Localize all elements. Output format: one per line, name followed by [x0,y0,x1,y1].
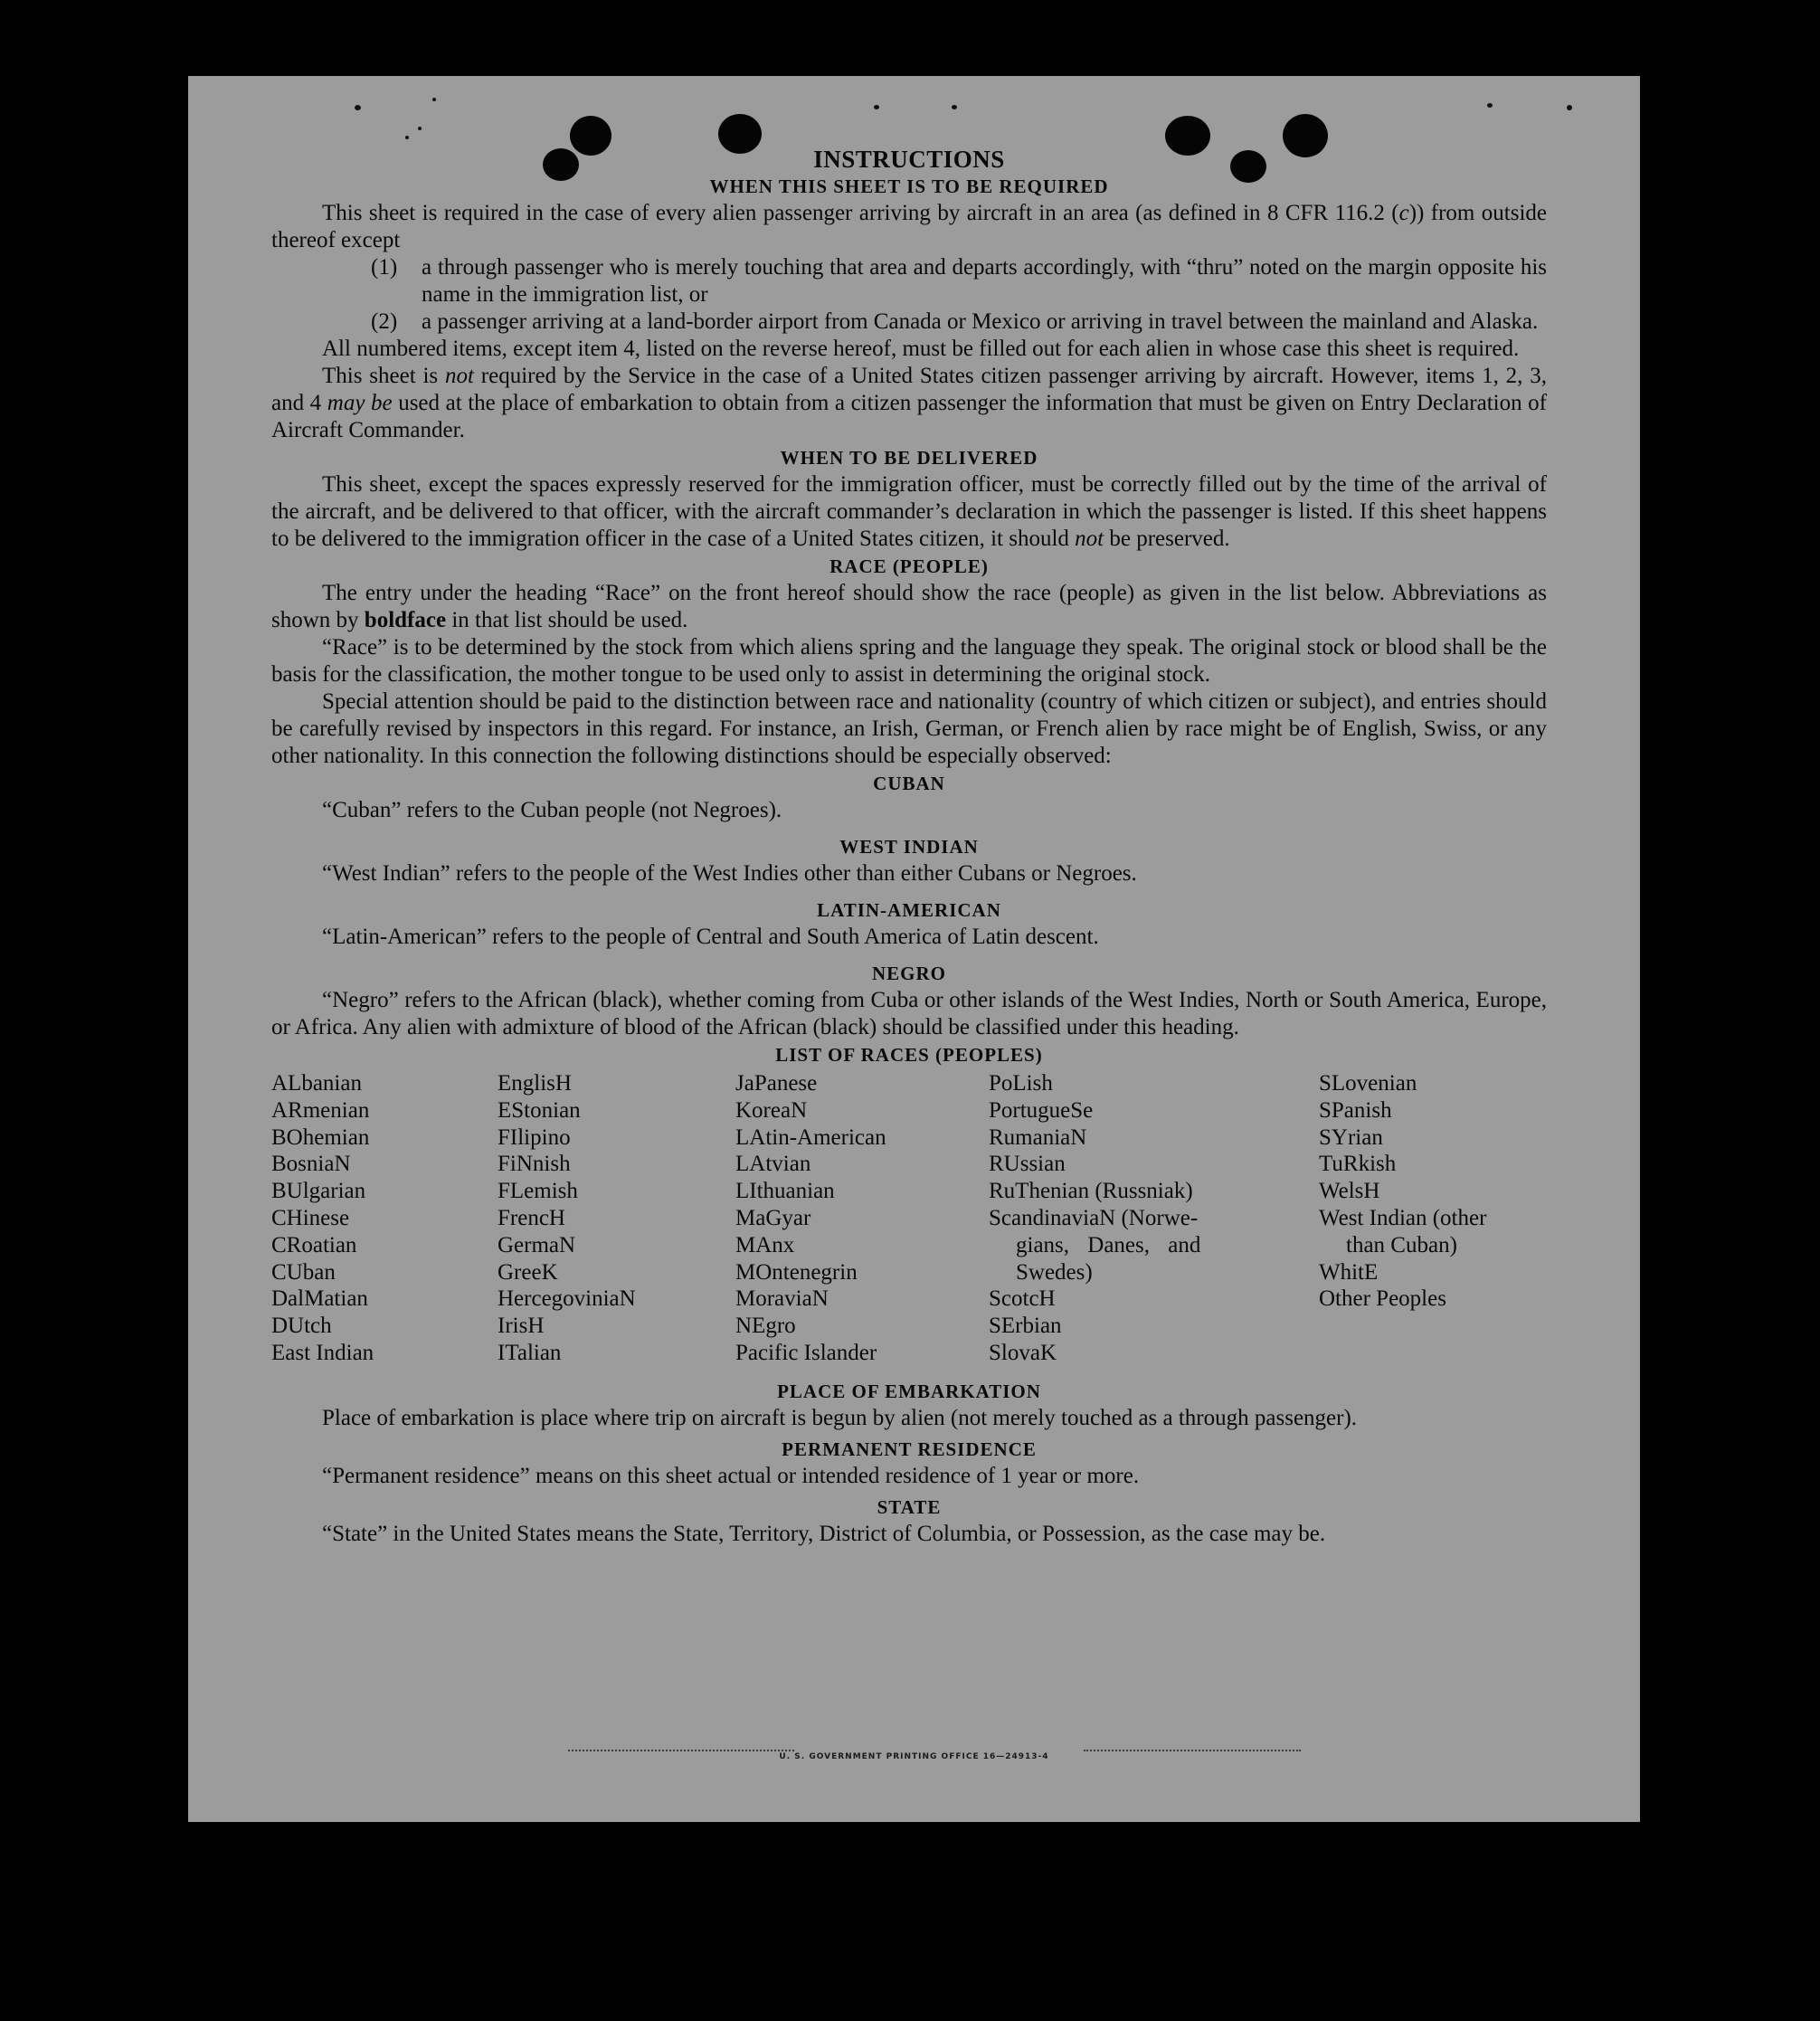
race-entry: TuRkish [1319,1152,1397,1177]
paragraph-residence: “Permanent residence” means on this sheet actual or intended residence of 1 year or more. [322,1463,1140,1488]
race-entry: ARmenian [271,1097,370,1123]
race-entry: IrisH [498,1314,545,1339]
race-entry: GreeK [498,1259,558,1285]
heading-list-of-races: LIST OF RACES (PEOPLES) [775,1044,1043,1066]
race-entry: ScandinaviaN (Norwe- [989,1205,1199,1230]
races-column-5 [1319,1070,1547,1367]
race-entry: East Indian [271,1340,374,1365]
race-entry: LIthuanian [735,1179,835,1204]
race-entry: SLovenian [1319,1071,1417,1096]
race-entry: WhitE [1319,1259,1379,1285]
race-entry: WelsH [1319,1179,1380,1204]
race-entry: DalMatian [271,1286,368,1312]
race-entry: GermaN [498,1232,576,1257]
heading-state: STATE [877,1495,942,1518]
heading-cuban: CUBAN [873,773,945,794]
race-entry: MAnx [735,1232,795,1257]
race-entry: SPanish [1319,1097,1392,1123]
race-entry: RuThenian (Russniak) [989,1179,1193,1204]
heading-place-of-embarkation: PLACE OF EMBARKATION [777,1380,1041,1402]
race-entry: FIlipino [498,1124,571,1150]
race-entry: SlovaK [989,1340,1057,1365]
paragraph-latin-american: “Latin-American” refers to the people of Central and South America of Latin descent. [322,925,1099,949]
races-column-3 [735,1070,989,1367]
race-entry: HercegoviniaN [498,1286,636,1312]
exception-item-2: (2) a passenger arriving at a land-border airport from Canada or Mexico or arriving in travel between the mainland and Alaska. [371,309,1539,334]
paragraph-numbered-items: All numbered items, except item 4, listed on the reverse hereof, must be filled out for each alien in whose case this sheet is required. [322,337,1520,361]
heading-west-indian: WEST INDIAN [839,836,979,858]
race-entry: FLemish [498,1179,578,1204]
paragraph-embarkation: Place of embarkation is place where trip on aircraft is begun by alien (not merely touched as a through passenger). [322,1405,1358,1430]
heading-when-delivered: WHEN TO BE DELIVERED [780,447,1038,469]
paragraph-delivered: This sheet, except the spaces expressly reserved for the immigration officer, must be correctly filled out by the time of the arrival of the aircraft, and be delivered to that officer, with the aircraft commander’s declaration in which the passenger is listed. If this sheet happens to be delivered to the immigration officer in the case of a United States citizen, it should not be preserved. [271,472,1547,551]
paragraph-required: This sheet is required in the case of every alien passenger arriving by aircraft in an area (as defined in 8 CFR 116.2 (c)) from outside thereof except [271,201,1547,252]
race-entry: PortugueSe [989,1097,1094,1123]
race-entry: LAtvian [735,1152,811,1177]
paragraph-race-3: Special attention should be paid to the distinction between race and nationality (country of which citizen or subject), and entries should be carefully revised by inspectors in this regard. For instance, an Irish, German, or French alien by race might be of English, Swiss, or any other nationality. In this connection the following distinctions should be especially observed: [271,689,1547,768]
race-entry: Other Peoples [1319,1286,1446,1312]
printing-office-footer: U. S. GOVERNMENT PRINTING OFFICE 16—24913-4 [779,1752,1049,1761]
heading-race: RACE (PEOPLE) [829,555,989,577]
race-entry: BosniaN [271,1152,351,1177]
race-entry: LAtin-American [735,1124,886,1150]
race-entry: than Cuban) [1346,1232,1457,1257]
heading-permanent-residence: PERMANENT RESIDENCE [782,1437,1037,1460]
paragraph-west-indian: “West Indian” refers to the people of the West Indies other than either Cubans or Negroes. [322,861,1137,886]
races-list [271,1070,1547,1367]
heading-negro: NEGRO [871,963,946,984]
paragraph-state: “State” in the United States means the State, Territory, District of Columbia, or Possession, as the case may be. [322,1521,1326,1546]
race-entry: RUssian [989,1152,1066,1177]
paragraph-citizen: This sheet is not required by the Service in the case of a United States citizen passenger arriving by aircraft. However, items 1, 2, 3, and 4 may be used at the place of embarkation to obtain from a citizen passenger the information that must be given on Entry Declaration of Aircraft Commander. [271,364,1547,442]
race-entry: gians, Danes, and [1016,1232,1201,1257]
race-entry: KoreaN [735,1097,808,1123]
race-entry: BUlgarian [271,1179,366,1204]
race-entry: SYrian [1319,1124,1383,1150]
race-entry: NEgro [735,1314,796,1339]
race-entry: DUtch [271,1314,332,1339]
race-entry: Pacific Islander [735,1340,877,1365]
race-entry: FiNnish [498,1152,571,1177]
race-entry: PoLish [989,1071,1053,1096]
race-entry: CUban [271,1259,336,1285]
race-entry: MaGyar [735,1205,811,1230]
page-title: INSTRUCTIONS [813,146,1005,173]
race-entry: CRoatian [271,1232,357,1257]
races-column-1 [271,1070,498,1367]
race-entry: ITalian [498,1340,562,1365]
heading-latin-american: LATIN-AMERICAN [817,899,1001,921]
race-entry: EnglisH [498,1071,572,1096]
race-entry: FrencH [498,1205,565,1230]
race-entry: ALbanian [271,1071,362,1096]
race-entry: BOhemian [271,1124,370,1150]
race-entry: West Indian (other [1319,1205,1487,1230]
race-entry: ScotcH [989,1286,1056,1312]
race-entry: MOntenegrin [735,1259,858,1285]
paragraph-race-2: “Race” is to be determined by the stock from which aliens spring and the language they speak. The original stock or blood shall be the basis for the classification, the mother tongue to be used only to assist in determining the original stock. [271,635,1547,687]
paragraph-cuban: “Cuban” refers to the Cuban people (not Negroes). [322,798,782,822]
race-entry: MoraviaN [735,1286,829,1312]
races-column-2 [498,1070,735,1367]
paragraph-negro: “Negro” refers to the African (black), whether coming from Cuba or other islands of the West Indies, North or South America, Europe, or Africa. Any alien with admixture of blood of the African (black) should be classified under this heading. [271,988,1547,1039]
exception-item-1: (1) a through passenger who is merely touching that area and departs accordingly, with “thru” noted on the margin opposite his name in the immigration list, or [371,255,1547,307]
instructions-content [271,146,1547,1548]
races-column-4 [989,1070,1319,1367]
paragraph-race-1: The entry under the heading “Race” on the front hereof should show the race (people) as given in the list below. Abbreviations as shown by boldface in that list should be used. [271,581,1547,632]
race-entry: Swedes) [1016,1259,1093,1285]
race-entry: JaPanese [735,1071,818,1096]
race-entry: SErbian [989,1314,1062,1339]
document-sheet [188,76,1640,1822]
heading-when-required: WHEN THIS SHEET IS TO BE REQUIRED [709,176,1109,197]
race-entry: RumaniaN [989,1124,1087,1150]
race-entry: EStonian [498,1097,581,1123]
race-entry: CHinese [271,1205,350,1230]
